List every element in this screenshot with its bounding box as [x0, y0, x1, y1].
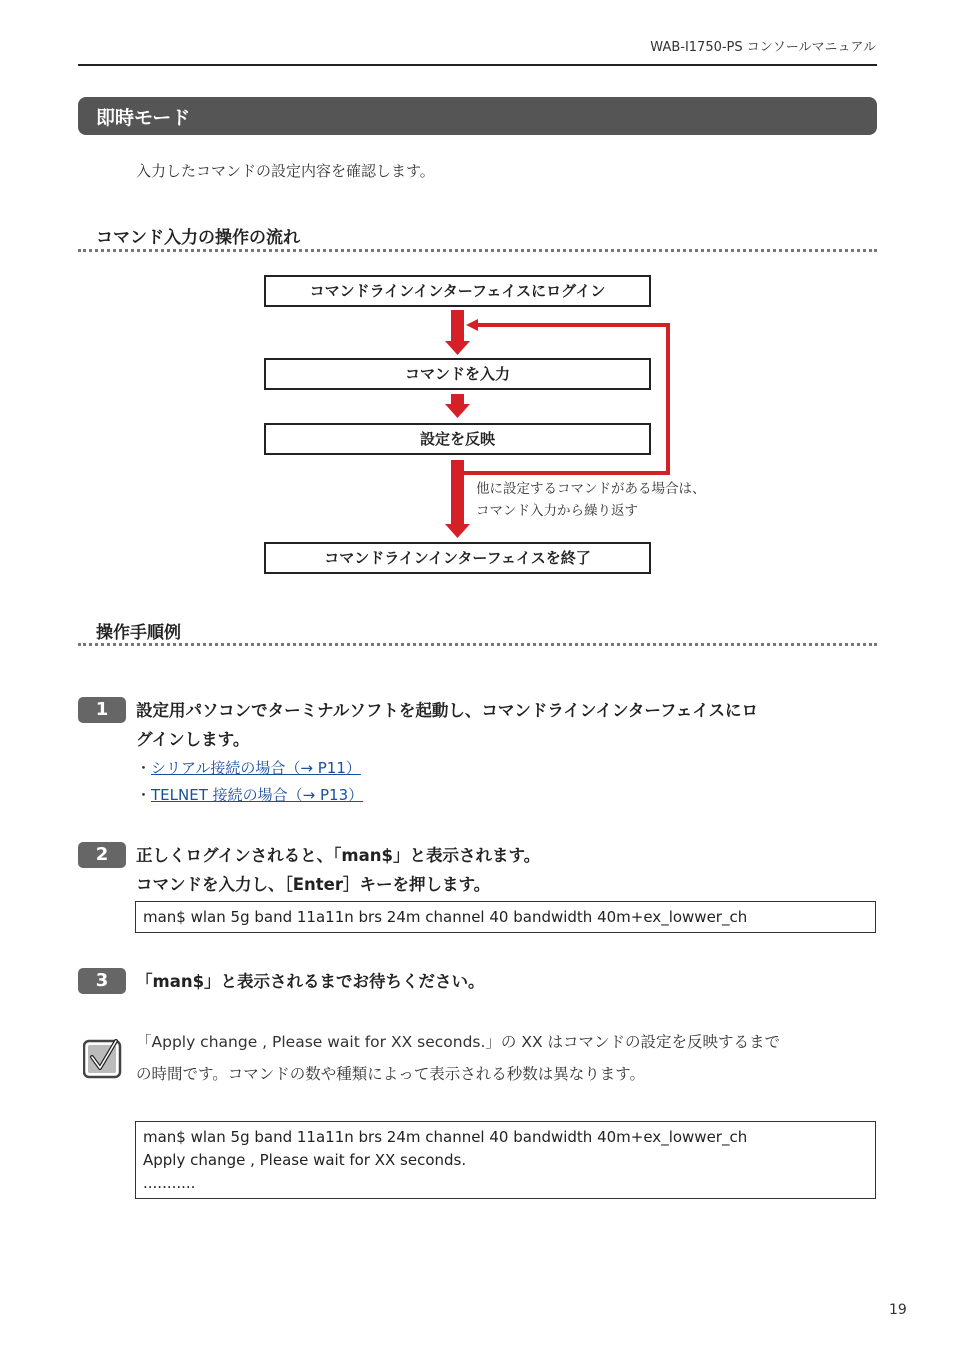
memo-line1: 「Apply change , Please wait for XX seconds.」の XX はコマンドの設定を反映するまで: [136, 1033, 781, 1051]
flow-loop-note-line2: コマンド入力から繰り返す: [476, 503, 638, 519]
step-1-line1: 設定用パソコンでターミナルソフトを起動し、コマンドラインインターフェイスにロ: [136, 701, 759, 720]
flow-arrow-shaft-1: [451, 310, 464, 343]
step-1-badge: 1: [78, 697, 126, 723]
flow-box-exit: コマンドラインインターフェイスを終了: [264, 542, 651, 574]
console-output-line3: ...........: [143, 1174, 196, 1192]
telnet-connection-link[interactable]: TELNET 接続の場合（→ P13）: [151, 786, 364, 804]
flow-arrow-shaft-3: [451, 460, 464, 526]
memo-text: [136, 1026, 780, 1090]
manual-title: WAB-I1750-PS コンソールマニュアル: [650, 40, 876, 55]
flow-arrow-head-1: [445, 341, 470, 355]
step-2-text: [136, 841, 540, 899]
page-number: 19: [889, 1302, 907, 1318]
flow-heading: コマンド入力の操作の流れ: [96, 228, 300, 248]
step-3-badge: 3: [78, 968, 126, 994]
flow-box-apply-settings: 設定を反映: [264, 423, 651, 455]
step-1-line2: グインします。: [136, 730, 250, 749]
step-3-text: 「man$」と表示されるまでお待ちください。: [136, 972, 485, 991]
telnet-link-item: [136, 784, 363, 805]
flow-loop-note: [476, 478, 706, 522]
bullet: ・: [136, 759, 152, 777]
section-intro: 入力したコマンドの設定内容を確認します。: [136, 162, 435, 180]
flow-arrow-head-2: [445, 404, 470, 418]
serial-connection-link[interactable]: シリアル接続の場合（→ P11）: [151, 759, 361, 777]
step-2-line1: 正しくログインされると、「man$」と表示されます。: [136, 846, 541, 865]
console-output-line2: Apply change , Please wait for XX seconds.: [143, 1151, 467, 1169]
flow-box-login: コマンドラインインターフェイスにログイン: [264, 275, 651, 307]
flow-box-enter-command: コマンドを入力: [264, 358, 651, 390]
section-title: 即時モード: [96, 107, 191, 129]
procedure-heading: 操作手順例: [96, 623, 181, 643]
console-output-line1: man$ wlan 5g band 11a11n brs 24m channel 40 bandwidth 40m+ex_lowwer_ch: [143, 1128, 748, 1146]
step-1-text: [136, 696, 758, 754]
procedure-heading-dotted-rule: [78, 643, 877, 646]
flow-arrow-head-3: [445, 524, 470, 538]
memo-line2: の時間です。コマンドの数や種類によって表示される秒数は異なります。: [136, 1065, 646, 1083]
bullet: ・: [136, 786, 152, 804]
console-output-box: [135, 1121, 876, 1199]
step-2-command-box: man$ wlan 5g band 11a11n brs 24m channel 40 bandwidth 40m+ex_lowwer_ch: [135, 901, 876, 933]
step-2-line2: コマンドを入力し、［Enter］キーを押します。: [136, 875, 491, 894]
flow-loop-note-line1: 他に設定するコマンドがある場合は、: [476, 481, 706, 497]
memo-check-icon: [83, 1035, 127, 1079]
serial-link-item: [136, 757, 361, 778]
step-2-badge: 2: [78, 842, 126, 868]
